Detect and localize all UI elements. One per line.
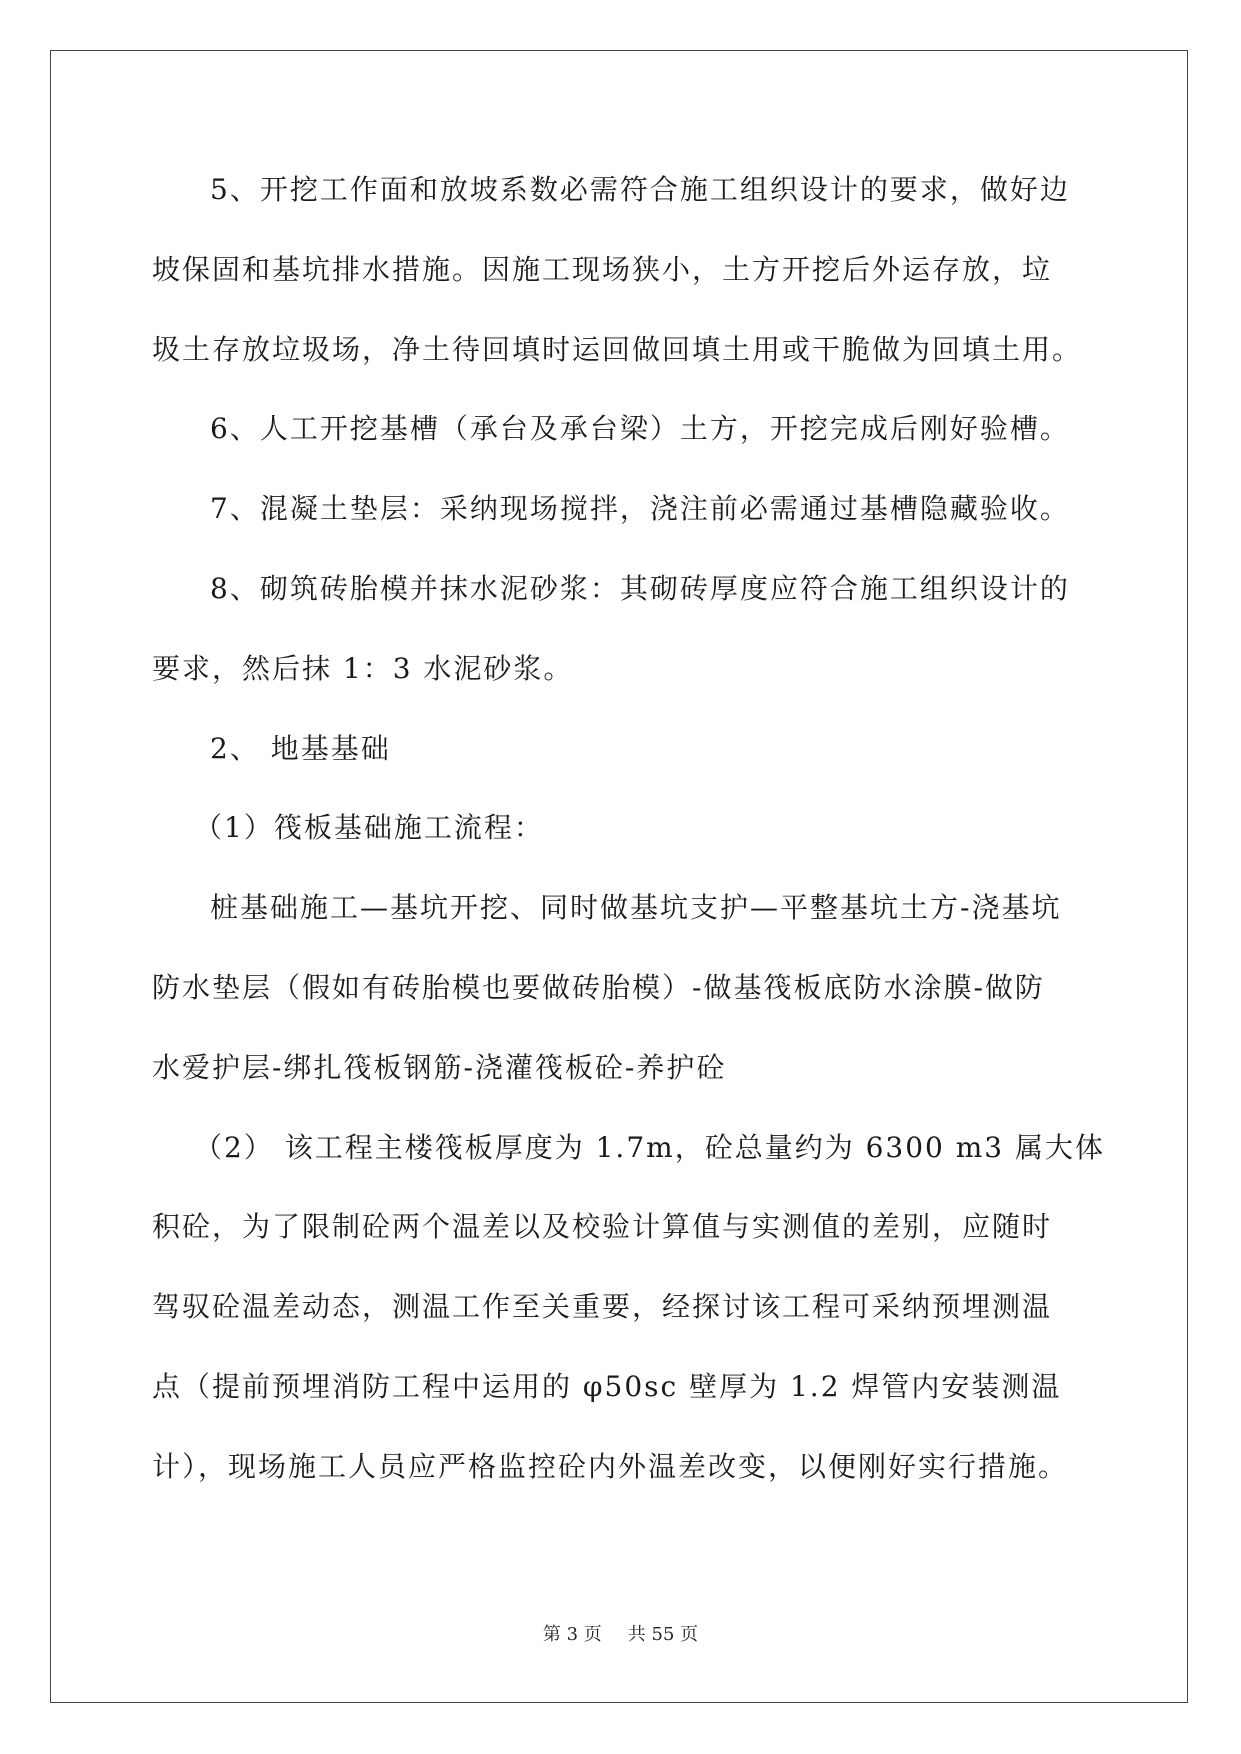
- paragraph-line: 6、人工开挖基槽（承台及承台梁）土方，开挖完成后刚好验槽。: [210, 412, 1070, 446]
- paragraph-line: 防水垫层（假如有砖胎模也要做砖胎模）-做基筏板底防水涂膜-做防: [152, 970, 1045, 1004]
- paragraph-line: 坡保固和基坑排水措施。因施工现场狭小，土方开挖后外运存放，垃: [152, 252, 1053, 286]
- paragraph-line: 点（提前预埋消防工程中运用的 φ50sc 壁厚为 1.2 焊管内安装测温: [152, 1369, 1062, 1403]
- paragraph-line: 水爱护层-绑扎筏板钢筋-浇灌筏板砼-养护砼: [152, 1050, 727, 1084]
- page-number: 第 3 页: [542, 1624, 602, 1645]
- page-footer: [0, 1620, 1241, 1646]
- paragraph-line: 圾土存放垃圾场，净土待回填时运回做回填土用或干脆做为回填土用。: [152, 332, 1083, 366]
- paragraph-line: 7、混凝土垫层：采纳现场搅拌，浇注前必需通过基槽隐藏验收。: [210, 492, 1070, 526]
- paragraph-line: 8、砌筑砖胎模并抹水泥砂浆：其砌砖厚度应符合施工组织设计的: [210, 571, 1070, 605]
- paragraph-line: 计），现场施工人员应严格监控砼内外温差改变，以便刚好实行措施。: [152, 1449, 1069, 1483]
- paragraph-line: 驾驭砼温差动态，测温工作至关重要，经探讨该工程可采纳预埋测温: [152, 1290, 1053, 1324]
- paragraph-line: 积砼，为了限制砼两个温差以及校验计算值与实测值的差别，应随时: [152, 1210, 1053, 1244]
- paragraph-line: 要求，然后抹 1：3 水泥砂浆。: [152, 651, 574, 685]
- section-heading: 2、 地基基础: [210, 731, 391, 765]
- paragraph-line: （2） 该工程主楼筏板厚度为 1.7m，砼总量约为 6300 m3 属大体: [194, 1130, 1106, 1164]
- document-body: [152, 150, 1106, 1507]
- page-total: 共 55 页: [627, 1624, 699, 1645]
- subsection-heading: （1）筏板基础施工流程：: [194, 811, 544, 845]
- paragraph-line: 5、开挖工作面和放坡系数必需符合施工组织设计的要求，做好边: [210, 173, 1070, 206]
- paragraph-line: 桩基础施工—基坑开挖、同时做基坑支护—平整基坑土方-浇基坑: [210, 891, 1062, 925]
